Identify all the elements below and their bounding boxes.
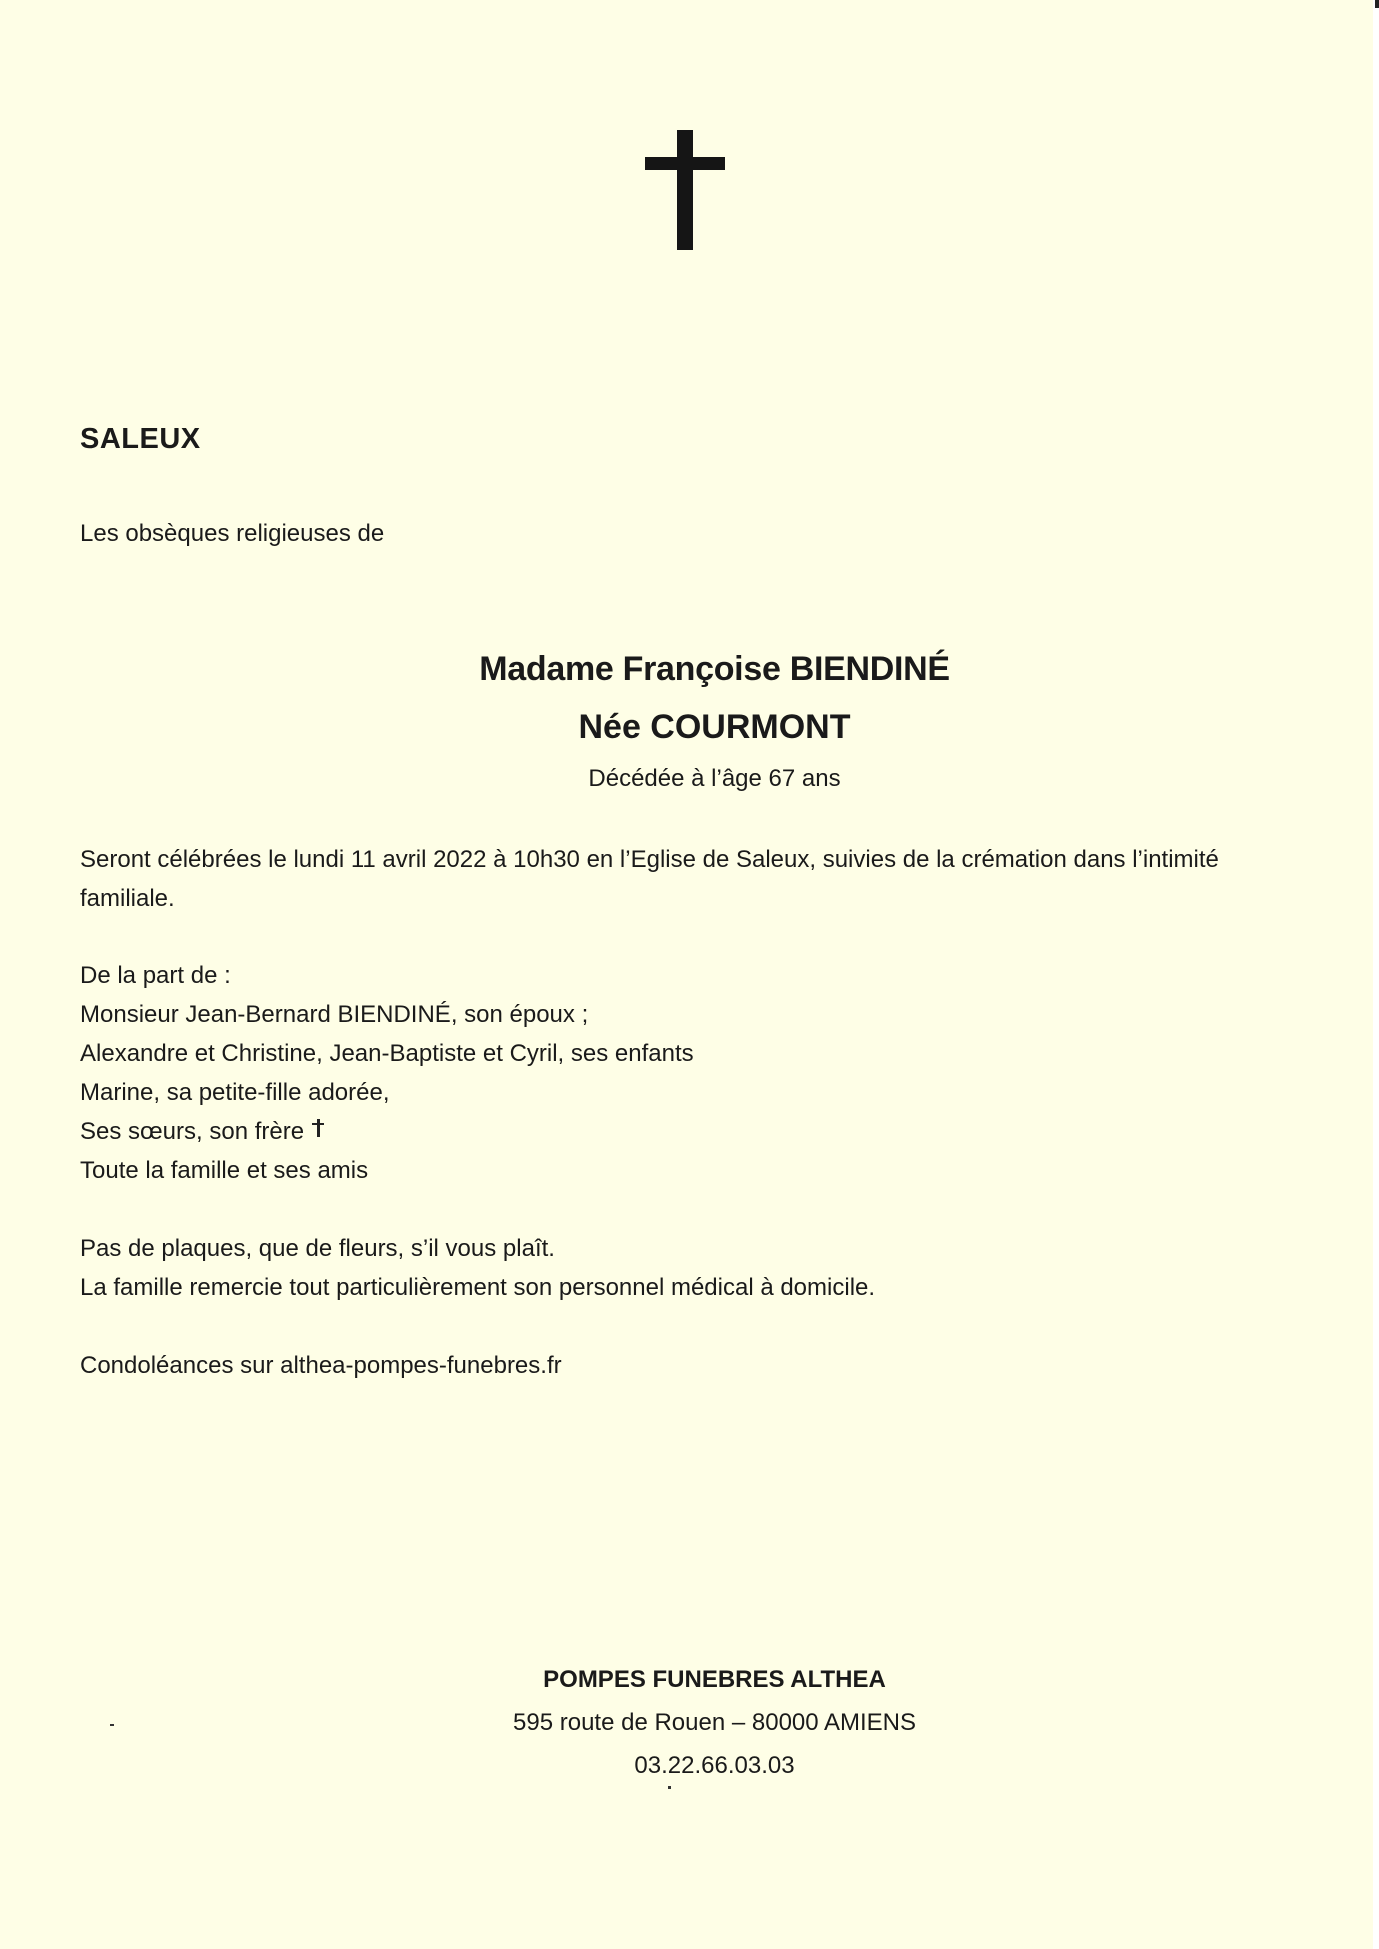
birth-name: Née COURMONT <box>578 708 851 746</box>
funeral-home-address: 595 route de Rouen – 80000 AMIENS <box>513 1709 916 1736</box>
family-line: Toute la famille et ses amis <box>80 1157 369 1184</box>
request-line: La famille remercie tout particulièrement son personnel médical à domicile. <box>80 1274 876 1301</box>
ceremony-paragraph <box>80 840 1219 918</box>
request-line: Pas de plaques, que de fleurs, s’il vous plaît. <box>80 1235 555 1262</box>
town-heading: SALEUX <box>80 423 201 455</box>
condolences-line: Condoléances sur althea-pompes-funebres.fr <box>80 1352 562 1379</box>
scan-edge <box>1373 0 1379 1949</box>
ceremony-line: familiale. <box>80 885 175 912</box>
deceased-name: Madame Françoise BIENDINÉ <box>479 650 950 688</box>
latin-cross-icon <box>645 130 725 250</box>
family-line: Alexandre et Christine, Jean-Baptiste et Cyril, ses enfants <box>80 1040 694 1067</box>
funeral-home-name: POMPES FUNEBRES ALTHEA <box>543 1666 886 1693</box>
scan-corner-mark <box>1375 0 1379 8</box>
scan-speck <box>110 1724 114 1726</box>
family-line: Marine, sa petite-fille adorée, <box>80 1079 390 1106</box>
latin-cross-icon <box>312 1119 324 1137</box>
funeral-home-footer <box>0 1658 1379 1787</box>
condolences-paragraph <box>80 1346 562 1385</box>
age-line: Décédée à l’âge 67 ans <box>588 765 841 792</box>
family-list <box>80 956 694 1190</box>
scan-speck <box>668 1786 671 1789</box>
family-line-with-cross <box>80 1112 694 1151</box>
family-heading: De la part de : <box>80 962 231 989</box>
family-line: Monsieur Jean-Bernard BIENDINÉ, son époux ; <box>80 1001 589 1028</box>
requests-paragraph <box>80 1229 875 1307</box>
intro-text: Les obsèques religieuses de <box>80 520 385 547</box>
ceremony-line: Seront célébrées le lundi 11 avril 2022 à 10h30 en l’Eglise de Saleux, suivies de la crémation dans l’intimité <box>80 846 1219 873</box>
family-line: Ses sœurs, son frère <box>80 1118 305 1145</box>
funeral-home-phone: 03.22.66.03.03 <box>634 1752 795 1779</box>
